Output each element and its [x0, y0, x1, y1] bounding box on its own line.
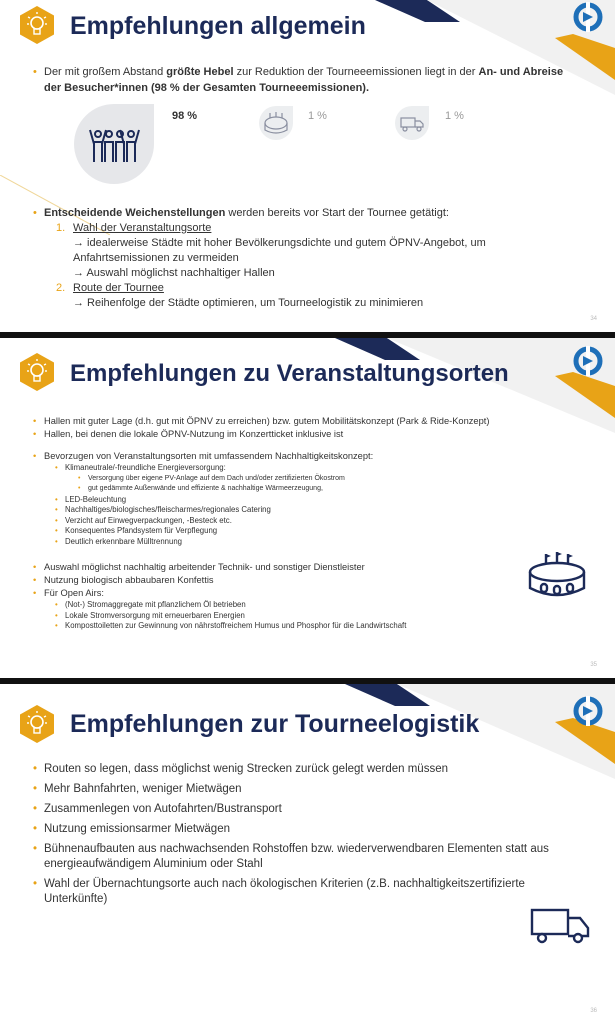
- page-number: 34: [590, 316, 597, 322]
- item-veranstaltungsorte: 1. Wahl der Veranstaltungsorte → idealerweise Städte mit hoher Bevölkerungsdichte und gutem ÖPNV-Angebot, um Anfahrtsemissionen zu vermeiden → Auswahl möglichst nachhaltiger Hallen: [56, 222, 486, 279]
- weichen-block: • Entscheidende Weichenstellungen werden bereits vor Start der Tournee getätigt: 1. Wahl der Veranstaltungsorte → idealerweise Städte mit hoher Bevölkerungsdichte und gutem ÖPNV-Angebot, um Anfahrtsemissionen zu vermeiden → Auswahl möglichst nachhaltiger Hallen 2. Route der Tournee → Reihenfolge der Städte optimieren, um Tourneelogistik zu minimieren: [33, 206, 573, 311]
- slide-tourneelogistik: [0, 684, 615, 1024]
- venue-list: • Hallen mit guter Lage (d.h. gut mit ÖPNV zu erreichen) bzw. gutem Mobilitätskonzept (Park & Ride-Konzept) • Hallen, bei denen die lokale ÖPNV-Nutzung im Konzertticket inklusive ist • Bevorzugen von Veranstaltungsorten mit umfassendem Nachhaltigkeitskonzept: • Klimaneutrale/-freundliche Energieversorgung: • Versorgung über eigene PV-Anlage auf dem Dach und/oder zertifizierten Ökostrom • gut gedämmte Außenwände und effiziente & nachhaltige Wärmeerzeugung, • LED-Beleuchtung • Nachhaltiges/biologisches/fleischarmes/regionales Catering • Verzicht auf Einwegverpackungen, -Besteck etc. • Konsequentes Pfandsystem für Verpflegung • Deutlich erkennbare Mülltrennung • Auswahl möglichst nachhaltig arbeitender Technik- und sonstiger Dienstleister • Nutzung biologisch abbaubaren Konfettis • Für Open Airs: • (Not-) Stromaggregate mit pflanzlichem Öl betrieben • Lokale Stromversorgung mit erneuerbaren Energien • Komposttoiletten zur Gewinnung von nährstoffreichem Humus und Phosphor für die Landwirtschaft: [33, 415, 563, 632]
- truck-icon: [394, 105, 430, 141]
- company-logo-icon: [573, 2, 603, 32]
- item-route: 2. Route der Tournee → Reihenfolge der Städte optimieren, um Tourneelogistik zu minimieren: [56, 282, 424, 309]
- page-number: 35: [590, 662, 597, 668]
- slide-title: Empfehlungen allgemein: [70, 12, 366, 40]
- share-venue-value: 1 %: [308, 110, 327, 122]
- share-truck-value: 1 %: [445, 110, 464, 122]
- company-logo-icon: [573, 696, 603, 726]
- lightbulb-icon: [17, 5, 57, 45]
- slide-veranstaltungsorte: [0, 338, 615, 678]
- company-logo-icon: [573, 346, 603, 376]
- slide-title: Empfehlungen zur Tourneelogistik: [70, 710, 480, 738]
- stadium-icon: [526, 550, 588, 602]
- lightbulb-icon: [17, 704, 57, 744]
- page-number: 36: [590, 1008, 597, 1014]
- venue-icon: [258, 105, 294, 141]
- lightbulb-icon: [17, 352, 57, 392]
- slide-title: Empfehlungen zu Veranstaltungsorten: [70, 360, 509, 387]
- share-fans-value: 98 %: [172, 110, 198, 122]
- fans-icon: [72, 102, 156, 186]
- logistics-list: • Routen so legen, dass möglichst wenig Strecken zurück gelegt werden müssen • Mehr Bahnfahrten, weniger Mietwägen • Zusammenlegen von Autofahrten/Bustransport • Nutzung emissionsarmer Mietwägen • Bühnenaufbauten aus nachwachsenden Rohstoffen bzw. wiederverwendbaren Elementen statt aus energieaufwändigem Aluminium oder Stahl • Wahl der Übernachtungsorte auch nach ökologischen Kriterien (z.B. nachhaltigkeitszertifizierte Unterkünfte): [33, 762, 578, 907]
- intro-text: • Der mit großem Abstand größte Hebel zur Reduktion der Tourneeemissionen liegt in der An- und Abreise der Besucher*innen (98 % der Gesamten Tourneeemissionen).: [33, 64, 574, 96]
- slide-allgemein: [0, 0, 615, 332]
- truck-icon: [528, 906, 592, 946]
